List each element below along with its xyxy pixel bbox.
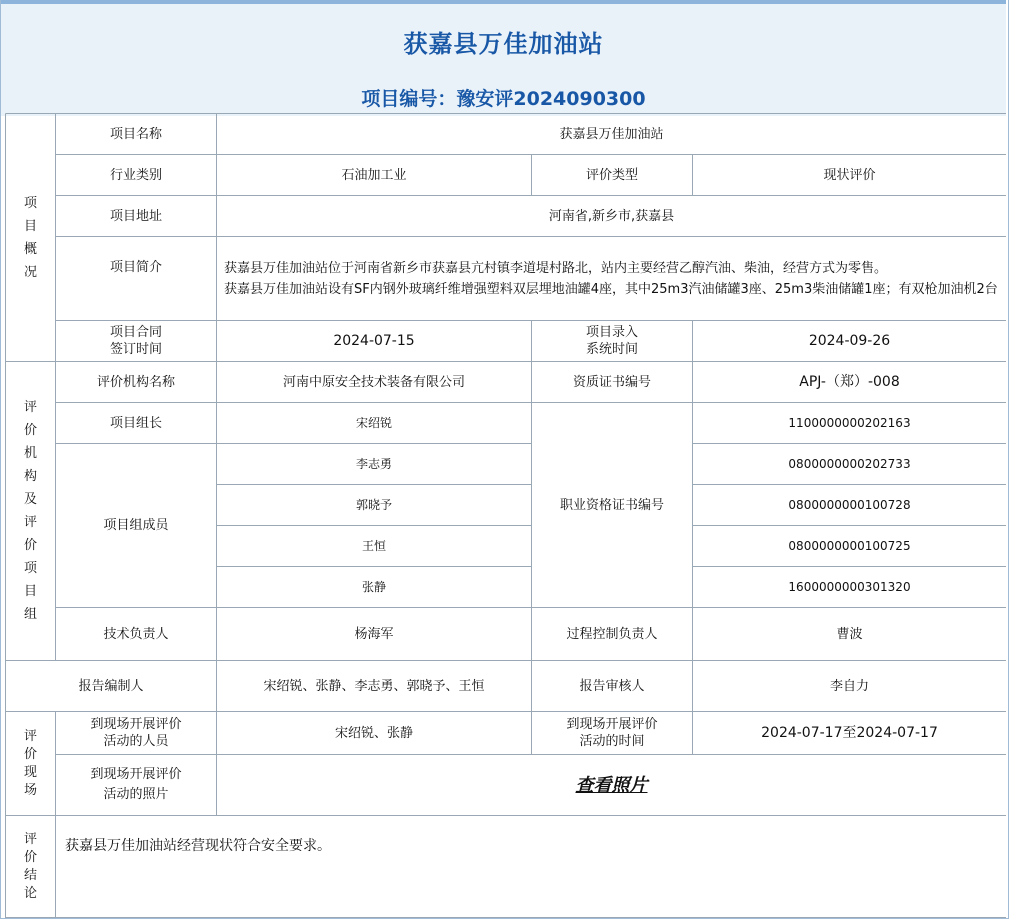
entry-time-label: 项目录入 系统时间: [585, 325, 638, 357]
project-name-label: 项目名称: [109, 126, 162, 142]
process-lead-label: 过程控制负责人: [566, 626, 658, 642]
address-value: 河南省,新乡市,获嘉县: [548, 208, 675, 224]
agency-value: 河南中原安全技术装备有限公司: [282, 374, 465, 390]
site-people-label: 到现场开展评价 活动的人员: [90, 717, 182, 749]
section-site-label: 评 价 现 场: [23, 728, 37, 798]
tech-lead-label: 技术负责人: [103, 626, 169, 642]
leader-cert: 1100000000202163: [788, 415, 911, 430]
site-photo-label: 到现场开展评价 活动的照片: [90, 767, 182, 802]
qual-cert-label: 职业资格证书编号: [559, 497, 664, 513]
eval-type-label: 评价类型: [585, 167, 638, 183]
project-number: 项目编号：豫安评2024090300: [361, 88, 646, 110]
member-name: 李志勇: [355, 456, 392, 471]
page-title: 获嘉县万佳加油站: [403, 30, 604, 58]
report-author-label: 报告编制人: [78, 678, 144, 694]
cert-label: 资质证书编号: [572, 374, 651, 390]
members-label: 项目组成员: [103, 518, 169, 533]
report-reviewer-label: 报告审核人: [579, 678, 645, 694]
site-time-label: 到现场开展评价 活动的时间: [566, 717, 658, 749]
member-cert: 1600000000301320: [788, 579, 911, 594]
leader-label: 项目组长: [109, 415, 162, 431]
report-author-value: 宋绍锐、张静、李志勇、郭晓予、王恒: [263, 678, 485, 694]
intro-line-2: 获嘉县万佳加油站设有SF内钢外玻璃纤维增强塑料双层埋地油罐4座，其中25m3汽油储罐3座、25m3柴油储罐1座；有双枪加油机2台: [224, 282, 998, 297]
conclusion-text: 获嘉县万佳加油站经营现状符合安全要求。: [65, 838, 331, 854]
member-cert: 0800000000100728: [788, 497, 911, 512]
intro-text: [224, 258, 1007, 318]
industry-value: 石油加工业: [341, 167, 407, 183]
member-name: 王恒: [361, 538, 386, 553]
tech-lead-value: 杨海军: [354, 626, 394, 642]
section-overview-label: 项 目 概 况: [23, 195, 37, 280]
address-label: 项目地址: [109, 208, 162, 224]
process-lead-value: 曹波: [836, 626, 863, 642]
industry-label: 行业类别: [109, 167, 162, 183]
contract-time-value: 2024-07-15: [333, 332, 415, 349]
member-name: 郭晓予: [355, 497, 392, 512]
member-name: 张静: [361, 579, 386, 594]
section-conclusion-label: 评 价 结 论: [23, 831, 37, 901]
section-org-label: 评 价 机 构 及 评 价 项 目 组: [23, 400, 37, 622]
eval-type-value: 现状评价: [823, 167, 876, 183]
member-cert: 0800000000202733: [788, 456, 911, 471]
leader-name: 宋绍锐: [355, 415, 392, 430]
view-photos-link[interactable]: 查看照片: [575, 774, 648, 796]
member-cert: 0800000000100725: [788, 538, 911, 553]
site-people-value: 宋绍锐、张静: [334, 725, 413, 741]
entry-time-value: 2024-09-26: [808, 332, 891, 349]
site-photo-cell: [217, 755, 1006, 815]
intro-label: 项目简介: [109, 259, 162, 275]
cert-value: APJ-（郑）-008: [799, 373, 900, 390]
contract-time-label: 项目合同 签订时间: [109, 325, 162, 357]
agency-label: 评价机构名称: [96, 374, 175, 390]
project-name-value: 获嘉县万佳加油站: [559, 126, 664, 142]
intro-line-1: 获嘉县万佳加油站位于河南省新乡市获嘉县亢村镇李道堤村路北，站内主要经营乙醇汽油、柴油，经营方式为零售。: [224, 261, 888, 276]
site-time-value: 2024-07-17至2024-07-17: [761, 724, 938, 741]
report-reviewer-value: 李自力: [829, 678, 869, 694]
